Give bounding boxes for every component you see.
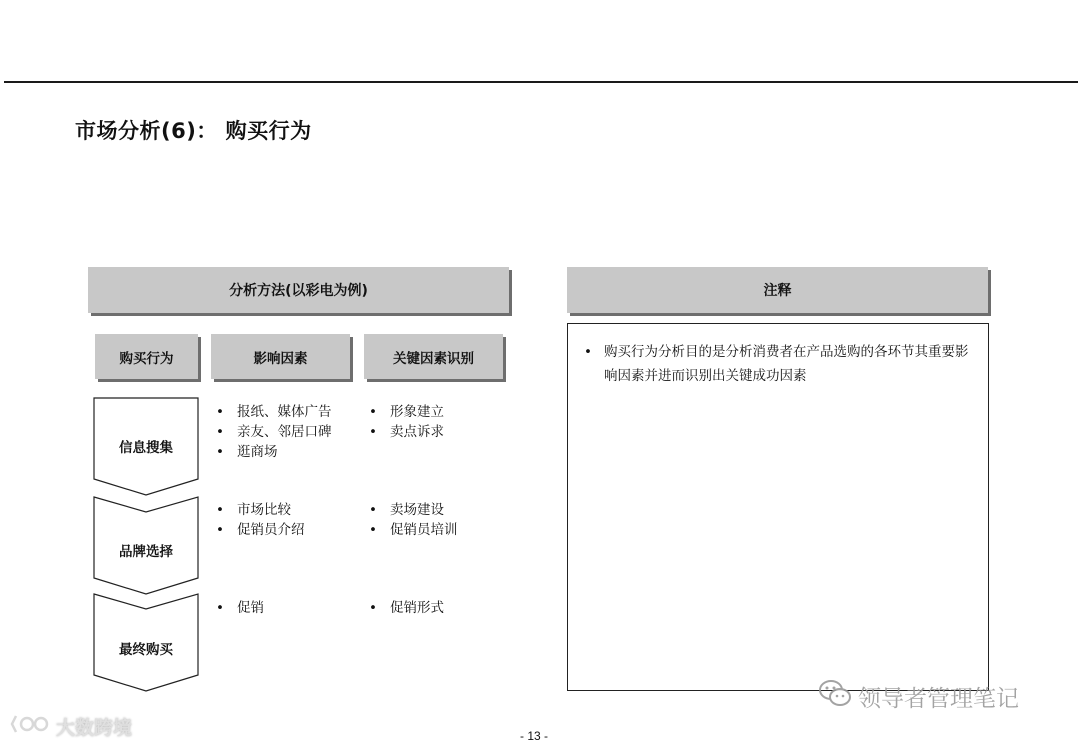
list-item: • 促销 bbox=[215, 598, 264, 618]
watermark-right bbox=[818, 678, 1019, 714]
watermark-left bbox=[10, 712, 132, 741]
stage-chevron-purchase bbox=[93, 593, 199, 693]
stage-chevron-info bbox=[93, 397, 199, 497]
list-item: • 卖点诉求 bbox=[368, 422, 444, 442]
stage-factors-list bbox=[215, 402, 332, 462]
method-header-label: 分析方法(以彩电为例) bbox=[229, 283, 368, 299]
page-title: 市场分析(6)： 购买行为 bbox=[75, 119, 312, 143]
stage-key-factors-list bbox=[368, 402, 444, 442]
top-rule bbox=[4, 81, 1078, 83]
stage-label: 最终购买 bbox=[119, 642, 173, 658]
stage-chevron-brand bbox=[93, 496, 199, 596]
wechat-icon bbox=[818, 678, 852, 714]
notes-header bbox=[567, 267, 988, 313]
list-item: • 卖场建设 bbox=[368, 500, 458, 520]
list-item: • 市场比较 bbox=[215, 500, 305, 520]
method-header bbox=[88, 267, 509, 313]
column-header-key-factors: 关键因素识别 bbox=[364, 334, 503, 379]
stage-factors-list bbox=[215, 500, 305, 540]
stage-label: 品牌选择 bbox=[119, 544, 173, 560]
watermark-right-text: 领导者管理笔记 bbox=[858, 685, 1019, 712]
list-item: • 促销员介绍 bbox=[215, 520, 305, 540]
list-item: • 形象建立 bbox=[368, 402, 444, 422]
column-header-behavior: 购买行为 bbox=[95, 334, 198, 379]
stage-key-factors-list bbox=[368, 598, 444, 618]
watermark-left-text: 大数跨境 bbox=[56, 717, 133, 739]
column-header-factors: 影响因素 bbox=[211, 334, 350, 379]
list-item: • 亲友、邻居口碑 bbox=[215, 422, 332, 442]
list-item: • 逛商场 bbox=[215, 442, 332, 462]
list-item: • 促销形式 bbox=[368, 598, 444, 618]
stage-factors-list bbox=[215, 598, 264, 618]
list-item: • 促销员培训 bbox=[368, 520, 458, 540]
stage-key-factors-list bbox=[368, 500, 458, 540]
notes-header-label: 注释 bbox=[763, 283, 792, 299]
logo-icon bbox=[10, 712, 50, 741]
notes-text: • 购买行为分析目的是分析消费者在产品选购的各环节其重要影响因素并进而识别出关键成功因素 bbox=[583, 340, 978, 388]
page-number: - 13 - bbox=[520, 729, 549, 743]
list-item: • 报纸、媒体广告 bbox=[215, 402, 332, 422]
stage-label: 信息搜集 bbox=[119, 440, 173, 456]
